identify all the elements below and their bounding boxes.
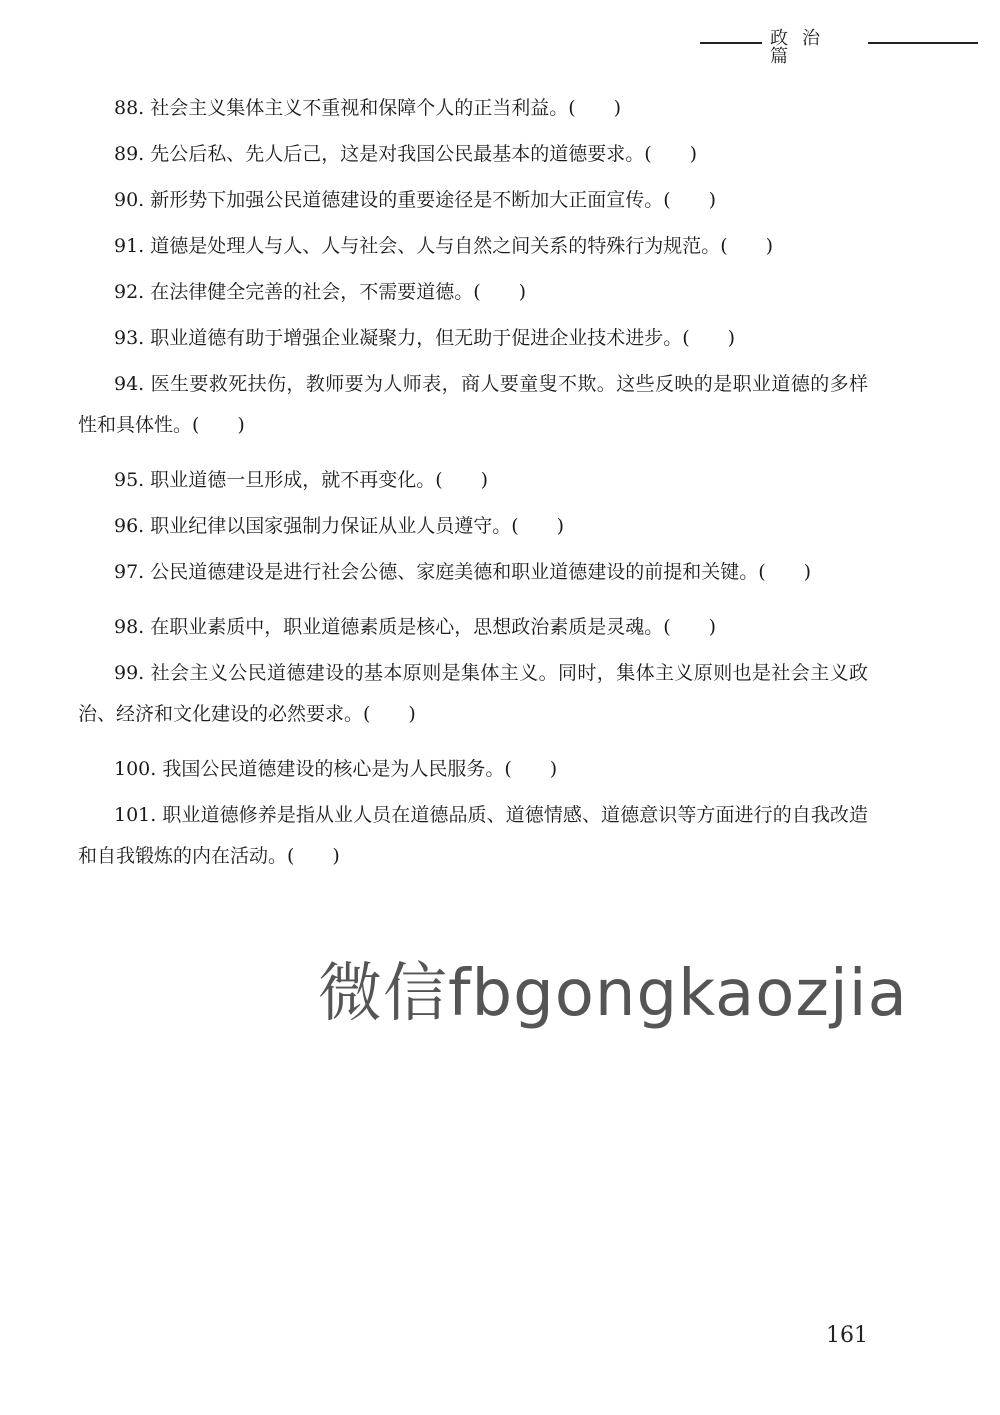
question-item [78,234,868,259]
question-number: 101. [114,804,157,826]
question-text: 在法律健全完善的社会，不需要道德。 [150,281,474,303]
question-item [78,280,868,305]
answer-blank: ( ) [682,327,736,349]
page-number: 161 [826,1323,868,1348]
question-number: 94. [114,373,145,395]
question-item [78,653,868,735]
question-item [78,514,868,539]
question-number: 97. [114,561,145,583]
question-item [78,795,868,877]
question-number: 92. [114,281,145,303]
answer-blank: ( ) [504,758,558,780]
question-item [78,326,868,351]
question-number: 96. [114,515,145,537]
question-text: 新形势下加强公民道德建设的重要途径是不断加大正面宣传。 [150,189,664,211]
question-text: 在职业素质中，职业道德素质是核心，思想政治素质是灵魂。 [150,616,664,638]
question-text: 医生要救死扶伤，教师要为人师表，商人要童叟不欺。这些反映的是职业道德的多样性和具体性。 [78,373,868,436]
answer-blank: ( ) [287,845,340,867]
question-text: 我国公民道德建设的核心是为人民服务。 [162,758,505,780]
answer-blank: ( ) [663,189,717,211]
question-item [78,142,868,167]
question-text: 职业道德修养是指从业人员在道德品质、道德情感、道德意识等方面进行的自我改造和自我锻炼的内在活动。 [78,804,868,867]
question-number: 91. [114,235,145,257]
question-text: 先公后私、先人后己，这是对我国公民最基本的道德要求。 [150,143,645,165]
answer-blank: ( ) [192,414,245,436]
question-item [78,552,868,593]
question-text: 职业道德一旦形成，就不再变化。 [150,469,436,491]
question-item [78,757,868,782]
question-text: 社会主义集体主义不重视和保障个人的正当利益。 [150,97,569,119]
answer-blank: ( ) [758,561,812,583]
question-item [78,364,868,446]
answer-blank: ( ) [511,515,565,537]
question-number: 99. [114,662,145,684]
question-number: 93. [114,327,145,349]
answer-blank: ( ) [568,97,622,119]
question-number: 90. [114,189,145,211]
answer-blank: ( ) [720,235,774,257]
watermark-text: 微信fbgongkaozjia [318,957,908,1031]
answer-blank: ( ) [473,281,527,303]
question-text: 道德是处理人与人、人与社会、人与自然之间关系的特殊行为规范。 [150,235,721,257]
question-number: 88. [114,97,145,119]
question-list [78,96,868,899]
question-item [78,468,868,493]
answer-blank: ( ) [644,143,698,165]
running-header [700,28,978,67]
question-text: 公民道德建设是进行社会公德、家庭美德和职业道德建设的前提和关键。 [150,561,759,583]
answer-blank: ( ) [435,469,489,491]
question-number: 89. [114,143,145,165]
question-number: 100. [114,758,157,780]
question-item [78,96,868,121]
question-number: 98. [114,616,145,638]
question-text: 职业道德有助于增强企业凝聚力，但无助于促进企业技术进步。 [150,327,683,349]
question-text: 职业纪律以国家强制力保证从业人员遵守。 [150,515,512,537]
question-item [78,615,868,640]
question-item [78,188,868,213]
answer-blank: ( ) [363,703,416,725]
question-number: 95. [114,469,145,491]
header-rule-right [868,42,978,44]
answer-blank: ( ) [663,616,717,638]
header-rule-left [700,42,762,44]
question-text: 社会主义公民道德建设的基本原则是集体主义。同时，集体主义原则也是社会主义政治、经济和文化建设的必然要求。 [78,662,868,725]
section-label: 政治篇 [770,28,834,67]
